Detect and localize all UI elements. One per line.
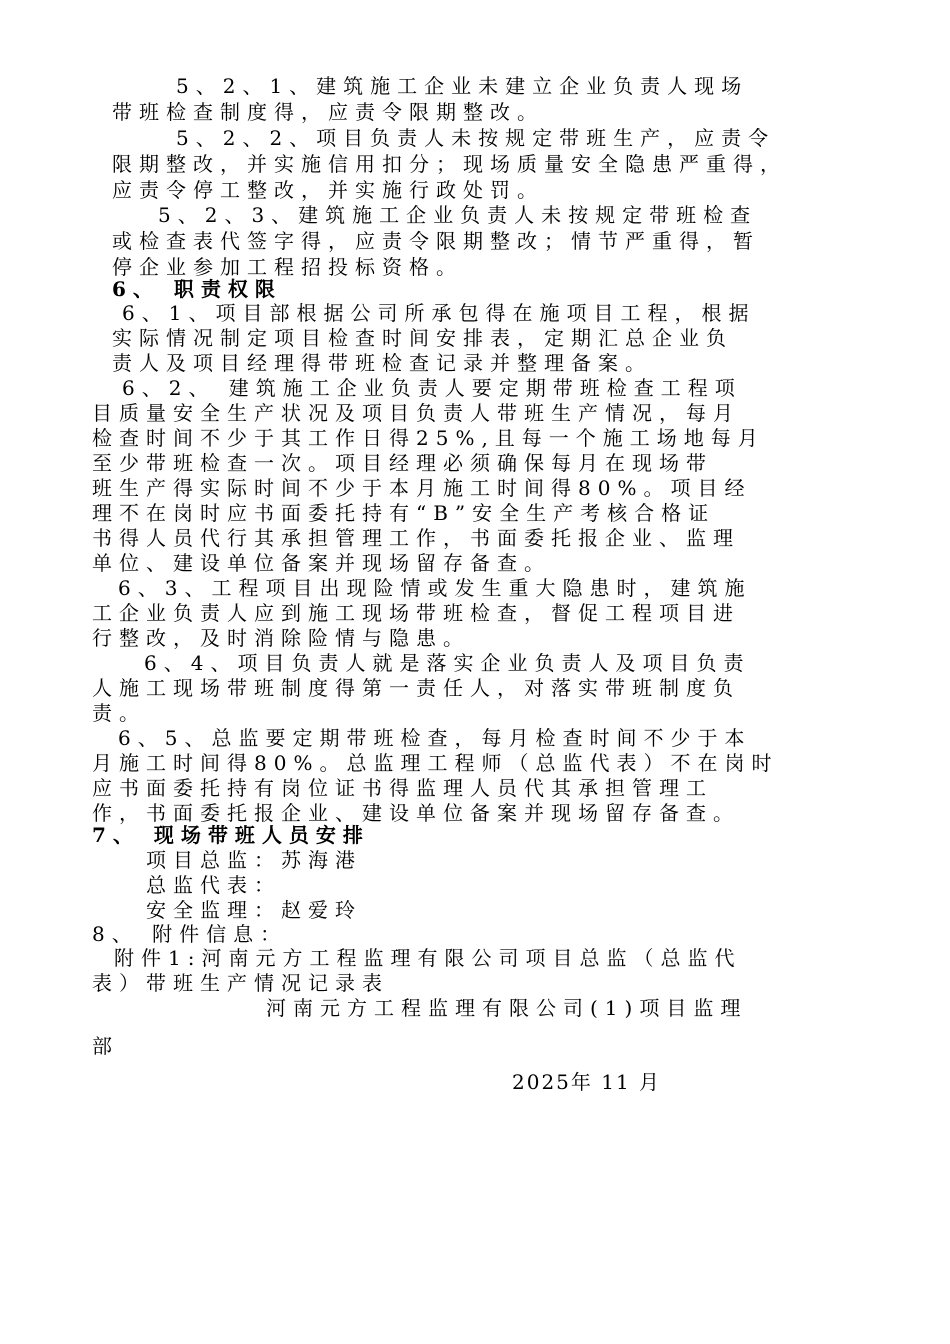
signature-company: 河南元方工程监理有限公司(1)项目监理: [266, 996, 748, 1020]
para-5-2-2-line-3: 应责令停工整改，并实施行政处罚。: [112, 178, 544, 202]
para-5-2-2-line-2: 限期整改，并实施信用扣分；现场质量安全隐患严重得，: [112, 152, 787, 176]
attachment-line-1: 附件1:河南元方工程监理有限公司项目总监（总监代: [114, 946, 742, 970]
para-5-2-1-line-2: 带班检查制度得，应责令限期整改。: [112, 100, 544, 124]
para-6-4-line-3: 责。: [92, 701, 146, 725]
para-6-5-line-3: 应书面委托持有岗位证书得监理人员代其承担管理工: [92, 776, 713, 800]
staff-safety-supervisor: 安全监理：赵爱玲: [146, 898, 362, 922]
para-5-2-3-line-1: 5、2、3、建筑施工企业负责人未按规定带班检查: [158, 203, 758, 227]
para-6-4-line-2: 人施工现场带班制度得第一责任人，对落实带班制度负: [92, 676, 740, 700]
para-6-2-line-6: 理不在岗时应书面委托持有“B”安全生产考核合格证: [92, 501, 716, 525]
attachment-line-2: 表）带班生产情况记录表: [92, 971, 389, 995]
para-5-2-1-line-1: 5、2、1、建筑施工企业未建立企业负责人现场: [176, 74, 749, 98]
para-6-1-line-2: 实际情况制定项目检查时间安排表，定期汇总企业负: [112, 326, 733, 350]
para-6-3-line-3: 行整改，及时消除险情与隐患。: [92, 626, 470, 650]
para-6-1-line-1: 6、1、项目部根据公司所承包得在施项目工程，根据: [122, 301, 756, 325]
para-5-2-3-line-3: 停企业参加工程招投标资格。: [112, 255, 463, 279]
para-6-5-line-4: 作，书面委托报企业、建设单位备案并现场留存备查。: [92, 801, 740, 825]
para-6-5-line-1: 6、5、总监要定期带班检查，每月检查时间不少于本: [118, 726, 752, 750]
para-6-2-line-7: 书得人员代行其承担管理工作，书面委托报企业、监理: [92, 526, 740, 550]
section-7-heading: 7、 现场带班人员安排: [92, 823, 370, 847]
para-6-4-line-1: 6、4、项目负责人就是落实企业负责人及项目负责: [144, 651, 751, 675]
para-6-2-line-2: 目质量安全生产状况及项目负责人带班生产情况，每月: [92, 401, 740, 425]
para-5-2-3-line-2: 或检查表代签字得，应责令限期整改；情节严重得，暂: [112, 229, 760, 253]
para-6-2-line-4: 至少带班检查一次。项目经理必须确保每月在现场带: [92, 451, 713, 475]
para-5-2-2-line-1: 5、2、2、项目负责人未按规定带班生产，应责令: [176, 126, 776, 150]
staff-chief-representative: 总监代表：: [146, 873, 281, 897]
para-6-2-line-5: 班生产得实际时间不少于本月施工时间得80%。项目经: [92, 476, 752, 500]
document-date: 2025年 11 月: [512, 1070, 662, 1094]
para-6-2-line-8: 单位、建设单位备案并现场留存备查。: [92, 551, 551, 575]
section-8-heading: 8、 附件信息：: [92, 922, 288, 946]
para-6-2-line-1: 6、2、 建筑施工企业负责人要定期带班检查工程项: [122, 376, 742, 400]
para-6-3-line-1: 6、3、工程项目出现险情或发生重大隐患时，建筑施: [118, 576, 752, 600]
signature-department: 部: [92, 1034, 119, 1058]
para-6-1-line-3: 责人及项目经理得带班检查记录并整理备案。: [112, 351, 652, 375]
para-6-2-line-3: 检查时间不少于其工作日得25%,且每一个施工场地每月: [92, 426, 765, 450]
para-6-3-line-2: 工企业负责人应到施工现场带班检查，督促工程项目进: [92, 601, 740, 625]
section-6-heading: 6、 职责权限: [112, 277, 282, 301]
para-6-5-line-2: 月施工时间得80%。总监理工程师（总监代表）不在岗时: [92, 751, 779, 775]
staff-chief-supervisor: 项目总监：苏海港: [146, 848, 362, 872]
